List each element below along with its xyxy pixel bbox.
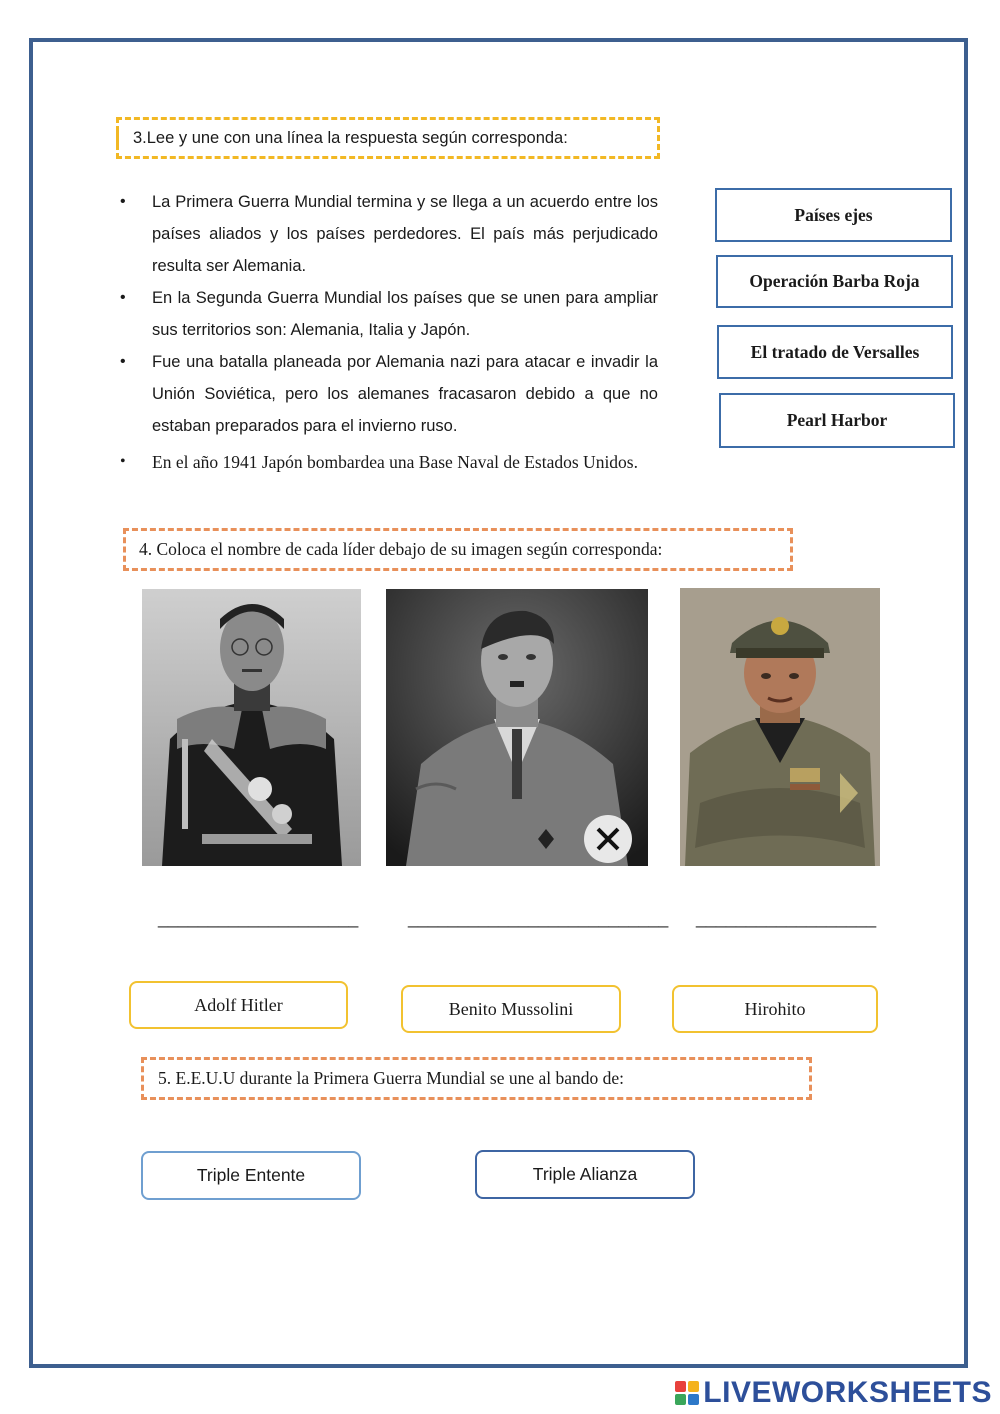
leader-portrait-2 [386,589,648,866]
answer-label: Pearl Harbor [786,410,888,430]
name-box-benito-mussolini[interactable] [401,985,621,1033]
option-triple-alianza[interactable] [475,1150,695,1199]
name-box-adolf-hitler[interactable] [129,981,348,1029]
statement-1: • La Primera Guerra Mundial termina y se llega a un acuerdo entre los países aliados y los países perdedores. El país más perjudicado resulta ser Alemania. [118,186,658,282]
question-3-text: 3.Lee y une con una línea la respuesta según corresponda: [133,128,568,147]
answer-blank-1[interactable] [158,908,359,929]
option-label: Triple Alianza [532,1164,638,1184]
liveworksheets-logo [675,1376,992,1410]
answer-label: El tratado de Versalles [750,341,920,362]
name-box-hirohito[interactable] [672,985,878,1033]
option-label: Triple Entente [196,1165,306,1185]
name-label: Benito Mussolini [448,998,574,1019]
logo-squares-icon [675,1381,699,1405]
question-4-prompt [123,528,793,571]
answer-blank-2[interactable] [408,908,669,929]
blank-line: ____________________ [158,908,359,928]
answer-box-operacion-barba-roja[interactable] [716,255,953,308]
question-5-text: 5. E.E.U.U durante la Primera Guerra Mundial se une al bando de: [158,1068,625,1088]
name-label: Hirohito [744,998,806,1019]
answer-label: Países ejes [794,204,873,225]
name-label: Adolf Hitler [194,994,283,1015]
question-5-prompt [141,1057,812,1100]
answer-label: Operación Barba Roja [749,271,920,291]
leader-portrait-3 [680,588,880,866]
logo-text: LIVEWORKSHEETS [703,1376,992,1409]
leader-photo-1 [142,589,361,866]
leader-photo-2 [386,589,648,866]
statement-3: • Fue una batalla planeada por Alemania nazi para atacar e invadir la Unión Soviética, pero los alemanes fracasaron debido a que no estaban preparados para el invierno ruso. [118,346,658,442]
answer-blank-3[interactable] [696,908,877,929]
question-4-text: 4. Coloca el nombre de cada líder debajo de su imagen según corresponda: [139,539,663,559]
answer-box-tratado-versalles[interactable] [717,325,953,379]
statement-4: • En el año 1941 Japón bombardea una Base Naval de Estados Unidos. [118,446,658,478]
blank-line: __________________ [696,908,877,928]
statement-2: • En la Segunda Guerra Mundial los países que se unen para ampliar sus territorios son: Alemania, Italia y Japón. [118,282,658,346]
leader-photo-3 [680,588,880,866]
question-3-statements [118,186,658,478]
leader-portrait-1 [142,589,361,866]
option-triple-entente[interactable] [141,1151,361,1200]
blank-line: __________________________ [408,908,669,928]
answer-box-paises-ejes[interactable] [715,188,952,242]
answer-box-pearl-harbor[interactable] [719,393,955,448]
question-3-prompt [116,117,660,159]
